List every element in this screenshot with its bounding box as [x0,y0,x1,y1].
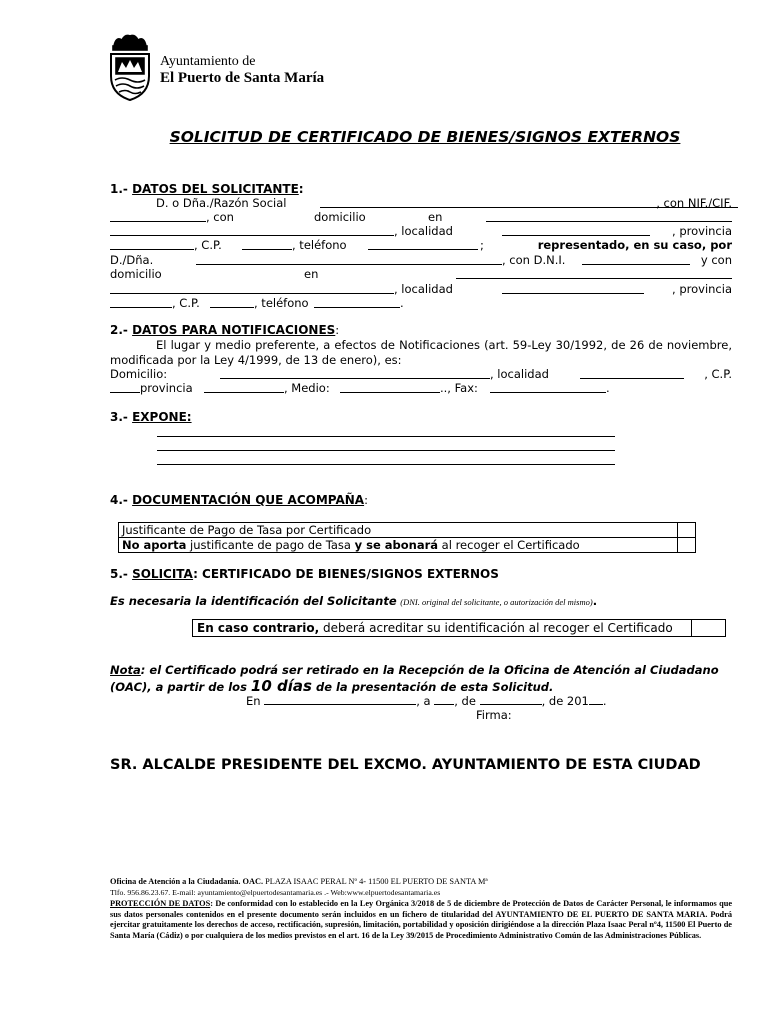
doc-option-checkbox[interactable] [678,523,696,538]
domicilio-rep-field[interactable] [456,268,732,279]
org-name-line2: El Puerto de Santa María [160,70,325,86]
sign-month-field[interactable] [480,694,542,705]
expone-line-1[interactable] [157,436,615,437]
provincia-rep-field[interactable] [110,297,172,308]
cp-field[interactable] [242,239,292,250]
sign-day-field[interactable] [434,694,454,705]
localidad-field[interactable] [502,225,650,236]
identification-checkbox[interactable] [692,620,726,637]
signature-date-line: En , a , de , de 201 . [246,694,607,708]
nota-paragraph: Nota: el Certificado podrá ser retirado en la Recepción de la Oficina de Atención al Ciudadano (OAC), a partir de los 10 días de la presentación de esta Solicitud. [110,663,719,695]
identification-box [192,619,726,637]
org-name-line1: Ayuntamiento de [160,54,256,69]
domicilio-field[interactable] [486,211,732,222]
expone-line-3[interactable] [157,464,615,465]
notif-domicilio-field[interactable] [220,368,490,379]
section-5-heading: 5.- SOLICITA: CERTIFICADO DE BIENES/SIGNOS EXTERNOS [110,567,499,581]
localidad-rep-field[interactable] [502,283,644,294]
cp-rep-field[interactable] [210,297,254,308]
domicilio-field-cont[interactable] [110,225,394,236]
section-3-heading: 3.- EXPONE: [110,410,192,424]
provincia-field[interactable] [110,239,194,250]
firma-label: Firma: [476,708,512,722]
representante-field[interactable] [196,254,502,265]
doc-option-label: Justificante de Pago de Tasa por Certificado [119,523,678,538]
doc-option-checkbox[interactable] [678,538,696,553]
section-2-paragraph: El lugar y medio preferente, a efectos de Notificaciones (art. 59-Ley 30/1992, de 26 de noviembre, modificada por la Ley 4/1999, de 13 de enero), es: [110,338,732,367]
table-row [119,538,696,553]
footer-oac: Oficina de Atención a la Ciudadanía. OAC. PLAZA ISAAC PERAL Nº 4- 11500 EL PUERTO DE SANTA Mª [110,877,488,886]
coat-of-arms-logo [108,32,152,102]
doc-option-label: No aporta justificante de pago de Tasa y se abonará al recoger el Certificado [119,538,678,553]
notif-cp-field[interactable] [110,382,140,393]
table-row [119,523,696,538]
identification-note: Es necesaria la identificación del Solicitante (DNI. original del solicitante, o autorización del mismo). [110,594,598,608]
notif-localidad-field[interactable] [580,368,684,379]
domicilio-rep-field-cont[interactable] [110,283,394,294]
section-4-heading: 4.- DOCUMENTACIÓN QUE ACOMPAÑA: [110,493,368,507]
footer-data-protection: PROTECCIÓN DE DATOS: De conformidad con lo establecido en la Ley Orgánica 3/2018 de 5 de diciembre de Protección de Datos de Carácter Personal, le informamos que sus datos personales contenidos en el presente documento serán incluidos en un fichero de titularidad del AYUNTAMIENTO DE EL PUERTO DE SANTA MARIA. Podrá ejercitar gratuitamente los derechos de acceso, rectificación, supresión, limitación, portabilidad y oposición dirigiéndose a la dirección Plaza Isaac Peral nº4, 11500 El Puerto de Santa María (Cádiz) o por cualquiera de los medios previstos en el art. 16 de la Ley 39/2015 de Procedimiento Administrativo Común de las Administraciones Públicas. [110,899,732,940]
notif-fax-field[interactable] [490,382,606,393]
identification-box-text: En caso contrario, deberá acreditar su identificación al recoger el Certificado [193,620,692,637]
footer-contact: Tlfo. 956.86.23.67. E-mail: ayuntamiento@elpuertodesantamaria.es .- Web:www.elpuertodesantamaria.es [110,888,441,897]
expone-line-2[interactable] [157,450,615,451]
telefono-field[interactable] [368,239,478,250]
document-title: SOLICITUD DE CERTIFICADO DE BIENES/SIGNOS EXTERNOS [169,128,681,146]
section-1-heading: 1.- DATOS DEL SOLICITANTE: [110,182,304,196]
table-row [193,620,726,637]
documentation-table [118,522,696,553]
section-2-heading: 2.- DATOS PARA NOTIFICACIONES: [110,323,340,337]
notif-medio-field[interactable] [340,382,440,393]
notif-provincia-field[interactable] [204,382,284,393]
nif-field[interactable] [110,211,206,222]
addressee: SR. ALCALDE PRESIDENTE DEL EXCMO. AYUNTAMIENTO DE ESTA CIUDAD [110,757,701,773]
telefono-rep-field[interactable] [314,297,400,308]
sign-place-field[interactable] [264,694,416,705]
sign-year-field[interactable] [589,694,603,705]
dni-field[interactable] [582,254,690,265]
